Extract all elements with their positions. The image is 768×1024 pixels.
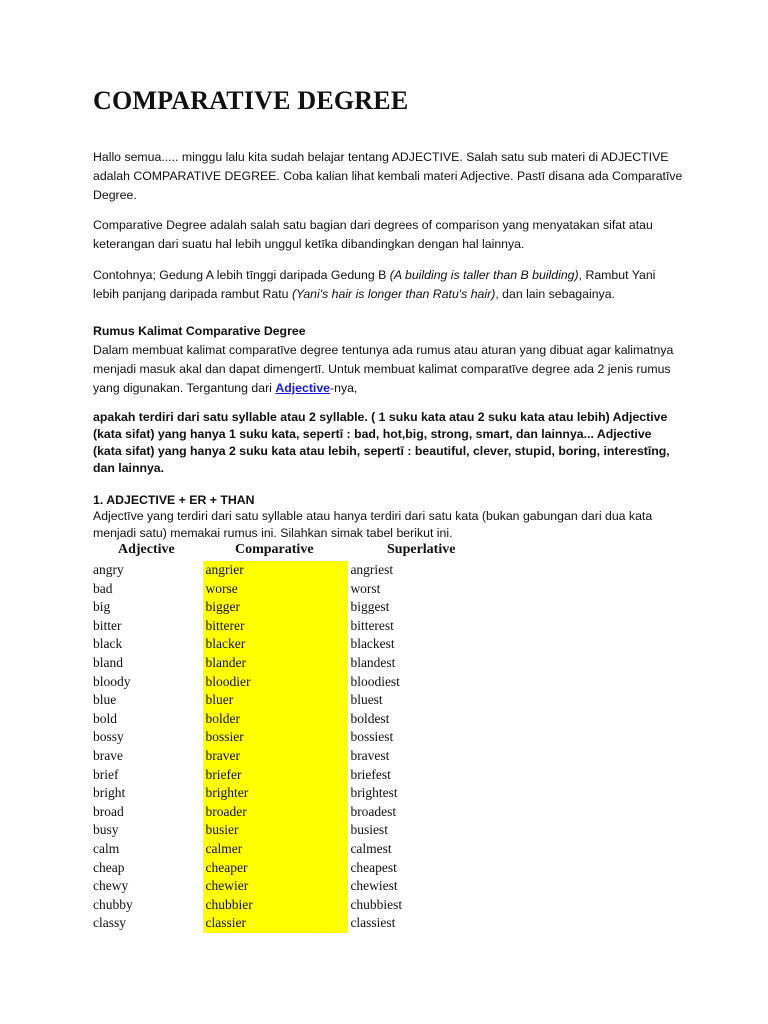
adjective-table-body <box>93 561 423 933</box>
table-row <box>93 914 423 933</box>
comparative-cell: blander <box>203 654 348 673</box>
table-row <box>93 747 423 766</box>
example-lead: Contohnya; Gedung A lebih tīnggi daripada Gedung B <box>93 268 390 282</box>
adjective-cell: bossy <box>93 729 124 745</box>
superlative-cell: briefest <box>350 766 391 782</box>
example-paragraph <box>93 266 683 304</box>
adjective-cell: classy <box>93 915 126 931</box>
adjective-cell: brief <box>93 766 119 782</box>
adjective-cell: chewy <box>93 878 129 894</box>
superlative-cell: worst <box>350 580 381 596</box>
comparative-cell: cheaper <box>203 859 348 878</box>
superlative-cell: bluest <box>350 692 383 708</box>
superlative-cell: chubbiest <box>350 896 403 912</box>
table-header-superlative: Superlative <box>387 542 456 557</box>
adjective-cell: bad <box>93 580 113 596</box>
superlative-cell: boldest <box>350 710 390 726</box>
table-row <box>93 896 423 915</box>
table-row <box>93 598 423 617</box>
table-header-comparative: Comparative <box>235 542 314 557</box>
table-row <box>93 859 423 878</box>
comparative-cell: worse <box>203 580 348 599</box>
superlative-cell: bossiest <box>350 729 394 745</box>
comparative-cell: braver <box>203 747 348 766</box>
superlative-cell: calmest <box>350 840 392 856</box>
table-header-adjective: Adjective <box>118 542 175 557</box>
adjective-cell: cheap <box>93 859 125 875</box>
section-1-heading: 1. ADJECTIVE + ER + THAN <box>93 493 255 507</box>
superlative-cell: biggest <box>350 599 390 615</box>
superlative-cell: busiest <box>350 822 388 838</box>
comparative-cell: bitterer <box>203 617 348 636</box>
adjective-cell: black <box>93 636 123 652</box>
example-tail: , dan lain sebagainya. <box>495 287 615 301</box>
adjective-cell: chubby <box>93 896 133 912</box>
adjective-cell: busy <box>93 822 119 838</box>
syllable-bold-paragraph: apakah terdiri dari satu syllable atau 2 syllable. ( 1 suku kata atau 2 suku kata atau lebih) Adjective (kata sifat) yang hanya 1 suku kata, sepertī : bad, hot,big, strong, smart, dan lainnya... Adjective (kata sifat) yang hanya 2 suku kata atau lebih, sepertī : beautiful, clever, stupid, boring, interestīng, dan lainnya. <box>93 410 670 475</box>
table-row <box>93 691 423 710</box>
adjective-cell: broad <box>93 803 124 819</box>
comparative-cell: calmer <box>203 840 348 859</box>
rumus-heading: Rumus Kalimat Comparative Degree <box>93 324 306 338</box>
adjective-cell: bland <box>93 654 123 670</box>
table-row <box>93 710 423 729</box>
superlative-cell: brightest <box>350 785 398 801</box>
table-row <box>93 877 423 896</box>
comparative-cell: bossier <box>203 728 348 747</box>
adjective-cell: bloody <box>93 673 131 689</box>
comparative-cell: brighter <box>203 784 348 803</box>
comparative-cell: bluer <box>203 691 348 710</box>
superlative-cell: bravest <box>350 747 390 763</box>
superlative-cell: bloodiest <box>350 673 400 689</box>
superlative-cell: bitterest <box>350 617 394 633</box>
comparative-cell: busier <box>203 821 348 840</box>
table-row <box>93 766 423 785</box>
adjective-cell: bitter <box>93 617 122 633</box>
adjective-cell: angry <box>93 562 124 577</box>
table-row <box>93 635 423 654</box>
table-row <box>93 561 423 580</box>
comparative-cell: bolder <box>203 710 348 729</box>
adjective-table <box>93 561 423 933</box>
comparative-cell: bigger <box>203 598 348 617</box>
table-row <box>93 580 423 599</box>
adjective-cell: bold <box>93 710 118 726</box>
table-row <box>93 654 423 673</box>
comparative-cell: chubbier <box>203 896 348 915</box>
comparative-cell: chewier <box>203 877 348 896</box>
example-italic-1: (A building is taller than B building) <box>389 268 579 282</box>
rumus-paragraph <box>93 341 683 398</box>
table-row <box>93 728 423 747</box>
definition-paragraph: Comparative Degree adalah salah satu bagian dari degrees of comparison yang menyatakan sifat atau keterangan dari suatu hal lebih unggul ketīka dibandingkan dengan hal lainnya. <box>93 218 653 251</box>
adjective-cell: blue <box>93 692 117 708</box>
table-row <box>93 803 423 822</box>
table-row <box>93 673 423 692</box>
intro-paragraph: Hallo semua..... minggu lalu kita sudah belajar tentang ADJECTIVE. Salah satu sub materi di ADJECTIVE adalah COMPARATIVE DEGREE. Coba kalian lihat kembali materi Adjective. Pastī disana ada Comparatīve Degree. <box>93 150 683 202</box>
table-row <box>93 840 423 859</box>
adjective-cell: brave <box>93 747 123 763</box>
comparative-cell: classier <box>203 914 348 933</box>
adjective-cell: calm <box>93 840 120 856</box>
superlative-cell: cheapest <box>350 859 397 875</box>
superlative-cell: blackest <box>350 636 395 652</box>
table-row <box>93 821 423 840</box>
rumus-text-before-link: Dalam membuat kalimat comparatīve degree tentunya ada rumus atau aturan yang dibuat agar kalimatnya menjadi masuk akal dan dapat dimengertī. Untuk membuat kalimat comparatīve degree ada 2 jenis rumus yang digunakan. Tergantung dari <box>93 343 674 395</box>
example-mid: , Rambut Yani lebih panjang daripada rambut Ratu <box>93 268 656 301</box>
adjective-cell: big <box>93 599 111 615</box>
adjective-cell: bright <box>93 785 126 801</box>
comparative-cell: bloodier <box>203 673 348 692</box>
section-1-paragraph: Adjectīve yang terdiri dari satu syllable atau hanya terdiri dari satu kata (bukan gabungan dari dua kata menjadi satu) memakai rumus ini. Silahkan simak tabel berikut ini. <box>93 509 653 540</box>
superlative-cell: blandest <box>350 654 396 670</box>
adjective-link[interactable]: Adjective <box>275 381 331 395</box>
comparative-cell: angrier <box>203 561 348 580</box>
comparative-cell: briefer <box>203 766 348 785</box>
example-italic-2: (Yani's hair is longer than Ratu's hair) <box>291 287 496 301</box>
rumus-text-after-link: -nya, <box>330 381 358 395</box>
page-title: COMPARATIVE DEGREE <box>93 86 409 115</box>
comparative-cell: broader <box>203 803 348 822</box>
superlative-cell: broadest <box>350 803 397 819</box>
table-row <box>93 784 423 803</box>
superlative-cell: chewiest <box>350 878 398 894</box>
table-row <box>93 617 423 636</box>
comparative-cell: blacker <box>203 635 348 654</box>
superlative-cell: angriest <box>350 562 394 577</box>
superlative-cell: classiest <box>350 915 396 931</box>
